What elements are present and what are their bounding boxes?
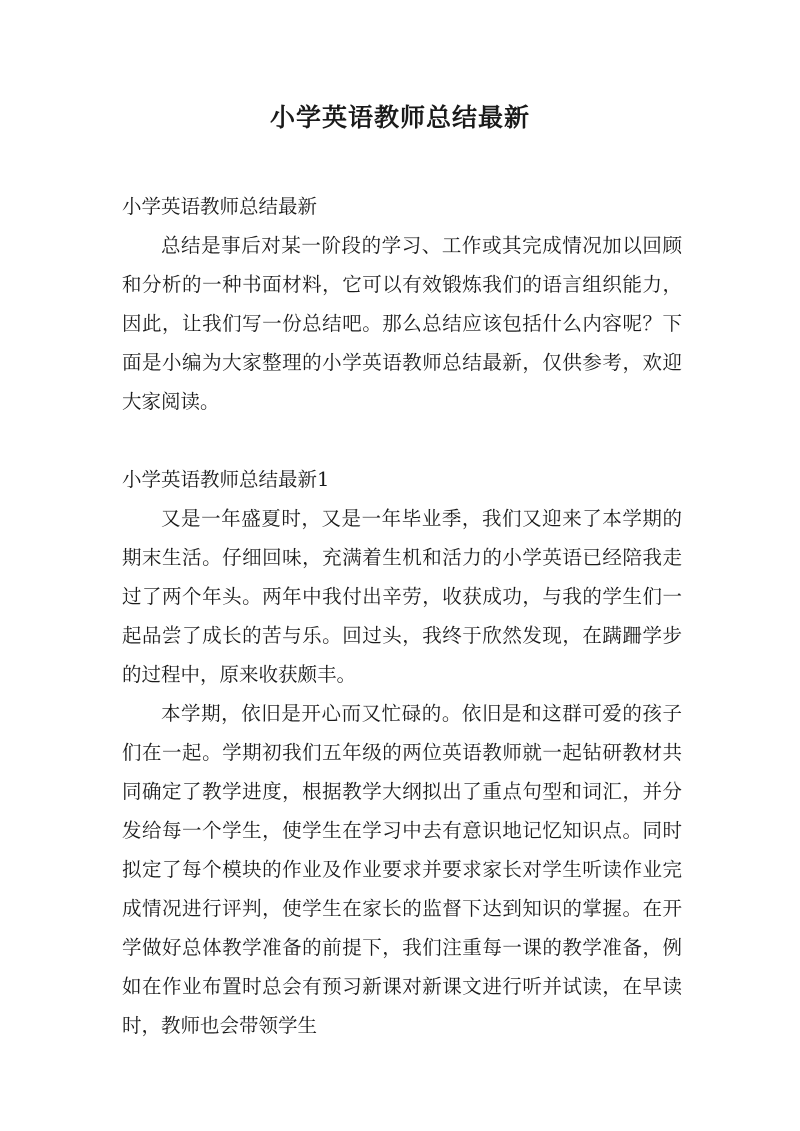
document-body xyxy=(122,187,682,1045)
section-1-paragraph-1: 又是一年盛夏时，又是一年毕业季，我们又迎来了本学期的期末生活。仔细回味，充满着生机和活力的小学英语已经陪我走过了两个年头。两年中我付出辛劳，收获成功，与我的学生们一起品尝了成长的苦与乐。回过头，我终于欣然发现，在蹒跚学步的过程中，原来收获颇丰。 xyxy=(122,507,682,686)
intro-paragraph: 总结是事后对某一阶段的学习、工作或其完成情况加以回顾和分析的一种书面材料，它可以有效锻炼我们的语言组织能力，因此，让我们写一份总结吧。那么总结应该包括什么内容呢？下面是小编为大家整理的小学英语教师总结最新，仅供参考，欢迎大家阅读。 xyxy=(122,234,682,413)
section-1-paragraph-2: 本学期，依旧是开心而又忙碌的。依旧是和这群可爱的孩子们在一起。学期初我们五年级的两位英语教师就一起钻研教材共同确定了教学进度，根据教学大纲拟出了重点句型和词汇，并分发给每一个学生，使学生在学习中去有意识地记忆知识点。同时拟定了每个模块的作业及作业要求并要求家长对学生听读作业完成情况进行评判，使学生在家长的监督下达到知识的掌握。在开学做好总体教学准备的前提下，我们注重每一课的教学准备，例如在作业布置时总会有预习新课对新课文进行听并试读，在早读时，教师也会带领学生 xyxy=(122,702,682,1037)
section-spacer xyxy=(122,421,682,460)
intro-heading: 小学英语教师总结最新 xyxy=(122,195,318,218)
section-1-heading: 小学英语教师总结最新1 xyxy=(122,468,330,491)
page-title: 小学英语教师总结最新 xyxy=(269,103,530,132)
